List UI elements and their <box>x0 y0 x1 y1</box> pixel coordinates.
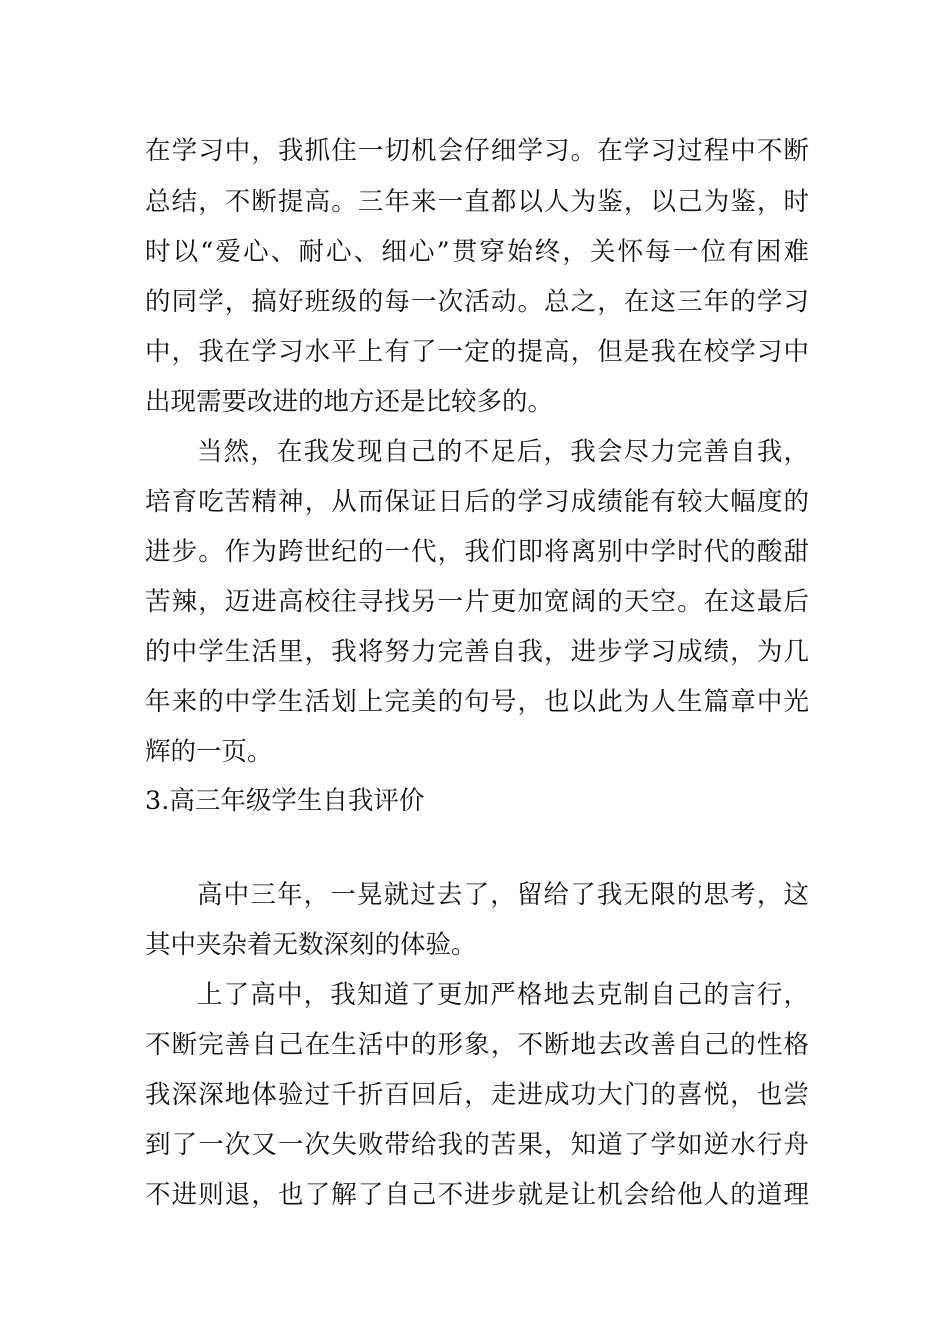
paragraph-line: 上了高中，我知道了更加严格地去克制自己的言行， <box>197 980 809 1010</box>
paragraph-line: 的中学生活里，我将努力完善自我，进步学习成绩，为几 <box>145 637 809 667</box>
paragraph-line: 培育吃苦精神，从而保证日后的学习成绩能有较大幅度的 <box>145 487 809 517</box>
paragraph-line: 时以“爱心、耐心、细心”贯穿始终，关怀每一位有困难 <box>145 237 809 267</box>
paragraph-line: 其中夹杂着无数深刻的体验。 <box>145 930 477 960</box>
paragraph-line: 辉的一页。 <box>145 737 273 767</box>
paragraph-line: 不进则退，也了解了自己不进步就是让机会给他人的道理 <box>145 1180 809 1210</box>
paragraph-line: 总结，不断提高。三年来一直都以人为鉴，以己为鉴，时 <box>145 187 809 217</box>
paragraph-line: 年来的中学生活划上完美的句号，也以此为人生篇章中光 <box>145 687 809 717</box>
paragraph-line: 进步。作为跨世纪的一代，我们即将离别中学时代的酸甜 <box>145 537 809 567</box>
paragraph-line: 当然，在我发现自己的不足后，我会尽力完善自我， <box>197 437 809 467</box>
paragraph-line: 中，我在学习水平上有了一定的提高，但是我在校学习中 <box>145 337 809 367</box>
paragraph-line: 不断完善自己在生活中的形象，不断地去改善自己的性格 <box>145 1030 809 1060</box>
paragraph-line: 在学习中，我抓住一切机会仔细学习。在学习过程中不断 <box>145 136 809 166</box>
paragraph-line: 苦辣，迈进高校往寻找另一片更加宽阔的天空。在这最后 <box>145 587 809 617</box>
paragraph-line: 出现需要改进的地方还是比较多的。 <box>145 387 554 417</box>
paragraph-line: 我深深地体验过千折百回后，走进成功大门的喜悦，也尝 <box>145 1080 809 1110</box>
paragraph-line: 高中三年，一晃就过去了，留给了我无限的思考，这 <box>197 880 809 910</box>
section-heading: 3.高三年级学生自我评价 <box>145 786 425 816</box>
paragraph-line: 的同学，搞好班级的每一次活动。总之，在这三年的学习 <box>145 287 809 317</box>
paragraph-line: 到了一次又一次失败带给我的苦果，知道了学如逆水行舟 <box>145 1130 809 1160</box>
